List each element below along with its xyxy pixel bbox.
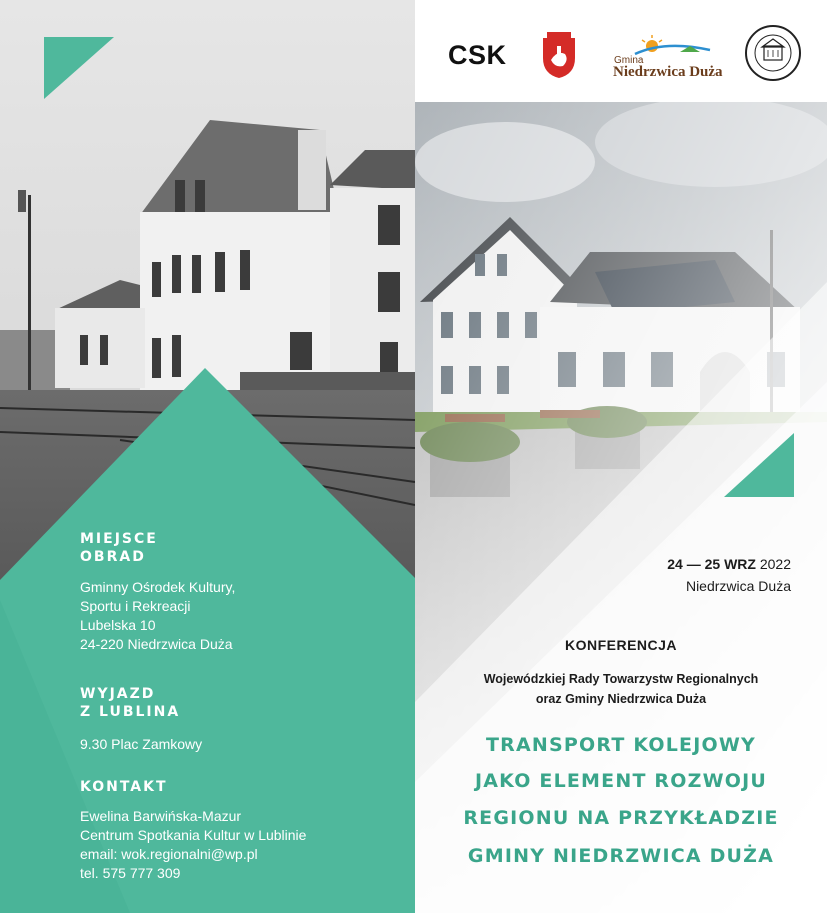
- venue-line: Lubelska 10: [80, 617, 156, 633]
- contact-phone[interactable]: tel. 575 777 309: [80, 865, 181, 881]
- venue-title-1: MIEJSCE: [80, 531, 158, 547]
- event-place: Niedrzwica Duża: [685, 578, 791, 594]
- organizer-line: oraz Gminy Niedrzwica Duża: [535, 692, 707, 706]
- venue-line: Sportu i Rekreacji: [80, 598, 191, 614]
- headline-line: TRANSPORT KOLEJOWY: [486, 734, 756, 756]
- event-date-year: 2022: [759, 556, 791, 572]
- headline-line: GMINY NIEDRZWICA DUŻA: [467, 845, 775, 867]
- corner-triangle-icon: [724, 433, 794, 497]
- headline-line: REGIONU NA PRZYKŁADZIE: [463, 807, 779, 829]
- venue-line: 24-220 Niedrzwica Duża: [80, 636, 233, 652]
- departure-title-2: Z LUBLINA: [80, 704, 181, 720]
- departure-title-1: WYJAZD: [80, 686, 156, 702]
- right-panel: [415, 0, 827, 913]
- event-date: [667, 556, 791, 572]
- gmina-logo-big: Niedrzwica Duża: [613, 64, 723, 80]
- headline-line: JAKO ELEMENT ROZWOJU: [474, 770, 767, 792]
- csk-logo: CSK: [448, 40, 507, 70]
- contact-email[interactable]: email: wok.regionalni@wp.pl: [80, 846, 258, 862]
- venue-title-2: OBRAD: [80, 549, 146, 565]
- gmina-logo-small: Gmina: [614, 55, 644, 66]
- contact-line: Centrum Spotkania Kultur w Lublinie: [80, 827, 307, 843]
- departure-line: 9.30 Plac Zamkowy: [80, 736, 203, 752]
- contact-line: Ewelina Barwińska-Mazur: [80, 808, 242, 824]
- event-date-range: 24 — 25 WRZ: [667, 556, 756, 572]
- lublin-crest-icon: [539, 30, 579, 80]
- conference-label: KONFERENCJA: [564, 637, 678, 653]
- society-seal-icon: [744, 24, 802, 82]
- contact-title: KONTAKT: [80, 779, 168, 795]
- venue-line: Gminny Ośrodek Kultury,: [80, 579, 236, 595]
- organizer-line: Wojewódzkiej Rady Towarzystw Regionalnych: [483, 672, 759, 686]
